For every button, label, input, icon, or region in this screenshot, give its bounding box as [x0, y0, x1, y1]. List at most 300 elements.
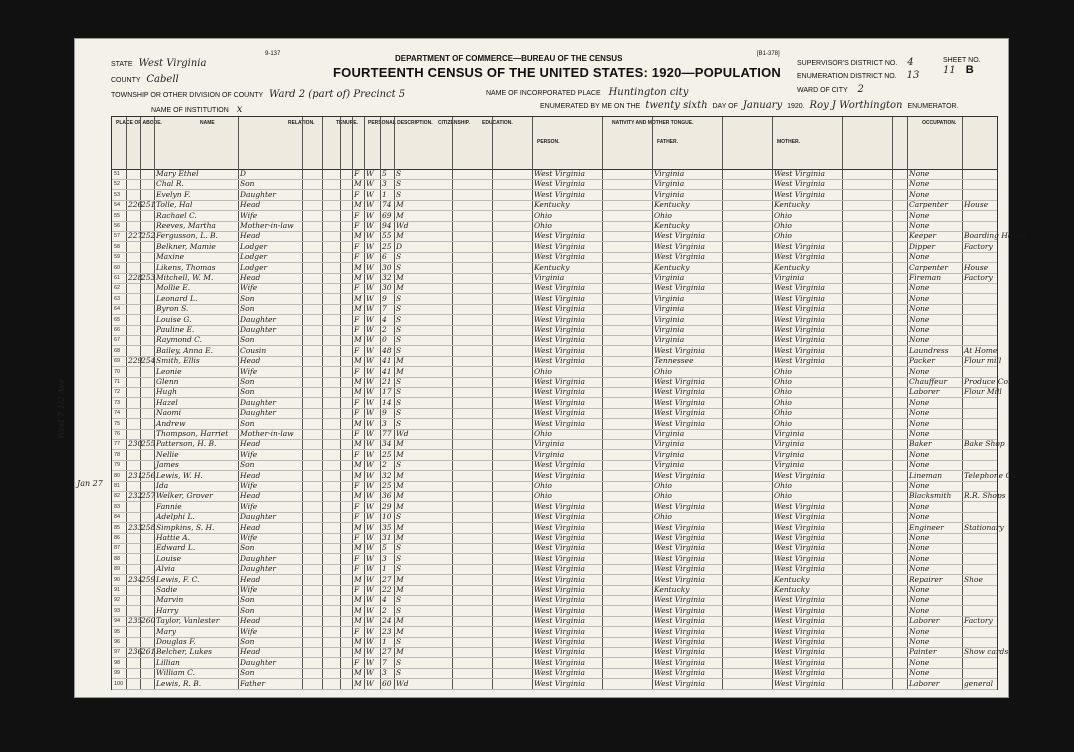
- birthplace: West Virginia: [534, 418, 585, 428]
- occupation: None: [909, 169, 930, 178]
- sex: F: [354, 397, 360, 407]
- industry: House: [964, 200, 989, 210]
- birthplace: West Virginia: [534, 637, 585, 646]
- sex: M: [354, 522, 362, 532]
- sex: M: [354, 543, 362, 553]
- county-label: COUNTY: [111, 77, 141, 84]
- occupation: Laborer: [909, 616, 940, 626]
- race: W: [366, 325, 374, 334]
- age: 6: [382, 252, 387, 262]
- family-number: 260: [141, 616, 156, 626]
- family-number: 256: [141, 470, 156, 480]
- marital-status: S: [396, 564, 402, 574]
- marital-status: M: [396, 439, 404, 449]
- enumerated-month-label: DAY OF: [712, 103, 738, 110]
- marital-status: Wd: [396, 429, 409, 438]
- mother-birthplace: Ohio: [774, 397, 792, 407]
- table-row: [112, 367, 997, 377]
- relation: Daughter: [240, 553, 276, 563]
- person-name: Lewis, F. C.: [156, 574, 200, 584]
- person-name: William C.: [156, 668, 195, 678]
- person-name: Edward L.: [156, 543, 196, 553]
- occupation: None: [909, 304, 930, 314]
- relation: Wife: [240, 481, 258, 490]
- table-row: [112, 481, 997, 491]
- age: 7: [382, 304, 387, 314]
- birthplace: West Virginia: [534, 585, 585, 594]
- occupation: None: [909, 585, 930, 594]
- occupation: None: [909, 501, 930, 511]
- occupation: Fireman: [909, 273, 942, 282]
- race: W: [366, 366, 374, 376]
- mother-birthplace: West Virginia: [774, 616, 825, 626]
- line-number: 51: [114, 171, 121, 177]
- table-row: [112, 627, 997, 637]
- line-number: 77: [114, 441, 121, 448]
- relation: Head: [240, 200, 261, 210]
- occupation: None: [909, 366, 930, 376]
- age: 3: [382, 418, 387, 428]
- race: W: [366, 231, 374, 241]
- age: 27: [382, 574, 392, 584]
- marital-status: M: [396, 481, 404, 490]
- race: W: [366, 210, 374, 220]
- occupation: Blacksmith: [909, 491, 952, 501]
- relation: Lodger: [240, 241, 268, 251]
- line-number: 63: [114, 295, 121, 302]
- line-number: 56: [114, 223, 121, 229]
- birthplace: West Virginia: [534, 179, 585, 189]
- age: 3: [382, 553, 387, 563]
- birthplace: West Virginia: [534, 387, 585, 397]
- mother-birthplace: West Virginia: [774, 512, 825, 522]
- mother-birthplace: Ohio: [774, 377, 792, 386]
- sex: M: [354, 273, 362, 282]
- township-label: TOWNSHIP OR OTHER DIVISION OF COUNTY: [111, 92, 264, 99]
- race: W: [366, 293, 374, 303]
- mother-birthplace: West Virginia: [774, 283, 825, 293]
- race: W: [366, 304, 374, 314]
- enumeration-date-field: [540, 100, 959, 111]
- form-code: [B1-378]: [757, 51, 780, 57]
- line-number: 69: [114, 358, 121, 365]
- relation: Wife: [240, 626, 258, 636]
- occupation: Carpenter: [909, 262, 948, 272]
- birthplace: West Virginia: [534, 553, 585, 563]
- relation: Head: [240, 231, 261, 241]
- marital-status: M: [396, 616, 404, 626]
- occupation: None: [909, 657, 930, 667]
- race: W: [366, 533, 374, 542]
- line-number: 76: [114, 431, 121, 437]
- supervisor-value: 4: [907, 57, 914, 68]
- person-name: Mollie E.: [156, 283, 191, 293]
- line-number: 84: [114, 514, 121, 521]
- supervisor-field: [797, 57, 914, 68]
- census-sheet: [57, 38, 1026, 698]
- person-name: Raymond C.: [156, 335, 203, 345]
- sex: F: [354, 325, 360, 334]
- person-name: Hugh: [156, 387, 178, 397]
- father-birthplace: West Virginia: [654, 533, 705, 542]
- relation: Head: [240, 522, 261, 532]
- birthplace: West Virginia: [534, 335, 585, 345]
- line-number: 75: [114, 420, 121, 427]
- occupation: None: [909, 626, 930, 636]
- sex: M: [354, 616, 362, 626]
- race: W: [366, 179, 374, 189]
- occupation: None: [909, 553, 930, 563]
- line-number: 70: [114, 368, 121, 375]
- person-name: Pauline E.: [156, 325, 195, 334]
- occupation: Lineman: [909, 470, 943, 480]
- industry: Stationary: [964, 522, 1004, 532]
- father-birthplace: Ohio: [654, 491, 672, 501]
- person-name: Leonie: [156, 366, 182, 376]
- relation: Head: [240, 647, 261, 657]
- industry: Factory: [964, 241, 993, 251]
- relation: Daughter: [240, 657, 276, 667]
- industry: R.R. Shops: [964, 491, 1006, 501]
- person-name: Lewis, W. H.: [156, 470, 203, 480]
- county-value: Cabell: [146, 74, 179, 85]
- line-number: 59: [114, 254, 121, 261]
- supervisor-label: SUPERVISOR'S DISTRICT NO.: [797, 60, 898, 67]
- race: W: [366, 449, 374, 459]
- occupation: None: [909, 293, 930, 303]
- dwelling-number: 232: [128, 491, 143, 501]
- sex: F: [354, 564, 360, 574]
- age: 69: [382, 210, 392, 220]
- mother-birthplace: West Virginia: [774, 668, 825, 678]
- occupation: None: [909, 210, 930, 220]
- age: 30: [382, 283, 392, 293]
- col-education: EDUCATION.: [482, 120, 513, 126]
- table-row: [112, 273, 997, 283]
- age: 21: [382, 377, 392, 386]
- occupation: None: [909, 543, 930, 553]
- sex: M: [354, 678, 362, 688]
- father-birthplace: West Virginia: [654, 616, 705, 626]
- occupation: Repairer: [909, 574, 943, 584]
- person-name: Lillian: [156, 657, 180, 667]
- relation: Daughter: [240, 408, 276, 418]
- occupation: None: [909, 595, 930, 605]
- family-number: 257: [141, 491, 156, 501]
- sex: M: [354, 647, 362, 657]
- race: W: [366, 169, 374, 178]
- race: W: [366, 241, 374, 251]
- col-relation: RELATION.: [288, 120, 315, 126]
- dwelling-number: 226: [128, 200, 143, 210]
- birthplace: West Virginia: [534, 408, 585, 418]
- race: W: [366, 491, 374, 501]
- father-birthplace: Virginia: [654, 189, 685, 199]
- birthplace: West Virginia: [534, 626, 585, 636]
- line-number: 55: [114, 212, 121, 219]
- occupation: Carpenter: [909, 200, 948, 210]
- table-row: [112, 502, 997, 512]
- sex: F: [354, 626, 360, 636]
- mother-birthplace: West Virginia: [774, 189, 825, 199]
- father-birthplace: West Virginia: [654, 241, 705, 251]
- occupation: None: [909, 418, 930, 428]
- table-row: [112, 315, 997, 325]
- marital-status: S: [396, 595, 402, 605]
- table-row: [112, 637, 997, 647]
- person-name: Adelphi L.: [156, 512, 195, 522]
- relation: Lodger: [240, 252, 268, 262]
- occupation: Baker: [909, 439, 932, 449]
- occupation: None: [909, 429, 930, 438]
- marital-status: S: [396, 418, 402, 428]
- institution-value: x: [236, 104, 243, 115]
- marital-status: S: [396, 314, 402, 324]
- birthplace: West Virginia: [534, 293, 585, 303]
- father-birthplace: Tennessee: [654, 356, 694, 366]
- birthplace: Kentucky: [534, 262, 570, 272]
- mother-birthplace: West Virginia: [774, 169, 825, 178]
- mother-birthplace: Ohio: [774, 387, 792, 397]
- birthplace: West Virginia: [534, 314, 585, 324]
- col-personal: PERSONAL DESCRIPTION.: [368, 120, 433, 126]
- marital-status: S: [396, 637, 402, 646]
- sex: F: [354, 501, 360, 511]
- marital-status: M: [396, 200, 404, 210]
- marital-status: S: [396, 460, 402, 470]
- sheet-side: B: [965, 64, 974, 76]
- sex: M: [354, 262, 362, 272]
- age: 3: [382, 668, 387, 678]
- age: 31: [382, 533, 392, 542]
- line-number: 57: [114, 233, 121, 240]
- father-birthplace: West Virginia: [654, 605, 705, 615]
- industry: Factory: [964, 273, 993, 282]
- father-birthplace: Virginia: [654, 169, 685, 178]
- mother-birthplace: West Virginia: [774, 179, 825, 189]
- table-row: [112, 283, 997, 293]
- person-name: Byron S.: [156, 304, 189, 314]
- marital-status: S: [396, 169, 402, 178]
- table-row: [112, 169, 997, 179]
- birthplace: Ohio: [534, 491, 552, 501]
- relation: Son: [240, 293, 255, 303]
- industry: Bake Shop: [964, 439, 1005, 449]
- age: 2: [382, 460, 387, 470]
- marital-status: M: [396, 210, 404, 220]
- relation: Son: [240, 387, 255, 397]
- race: W: [366, 356, 374, 366]
- birthplace: West Virginia: [534, 574, 585, 584]
- ward-value: 2: [857, 84, 864, 95]
- industry: Factory: [964, 616, 993, 626]
- father-birthplace: West Virginia: [654, 595, 705, 605]
- person-name: Glenn: [156, 377, 179, 386]
- industry: Shoe: [964, 574, 983, 584]
- relation: Son: [240, 668, 255, 678]
- age: 74: [382, 200, 392, 210]
- father-birthplace: West Virginia: [654, 345, 705, 355]
- person-name: Nellie: [156, 449, 179, 459]
- person-name: Belcher, Lukes: [156, 647, 212, 657]
- father-birthplace: West Virginia: [654, 637, 705, 646]
- birthplace: West Virginia: [534, 512, 585, 522]
- relation: Head: [240, 616, 261, 626]
- marital-status: S: [396, 252, 402, 262]
- sex: F: [354, 241, 360, 251]
- relation: Head: [240, 273, 261, 282]
- occupation: None: [909, 564, 930, 574]
- sex: M: [354, 179, 362, 189]
- age: 41: [382, 356, 392, 366]
- line-number: 68: [114, 347, 121, 354]
- family-number: 255: [141, 439, 156, 449]
- birthplace: Virginia: [534, 273, 565, 282]
- age: 4: [382, 314, 387, 324]
- person-name: Hattie A.: [156, 533, 191, 542]
- father-birthplace: Virginia: [654, 293, 685, 303]
- race: W: [366, 189, 374, 199]
- mother-birthplace: West Virginia: [774, 605, 825, 615]
- table-row: [112, 647, 1009, 657]
- dwelling-number: 227: [128, 231, 143, 241]
- occupation: None: [909, 179, 930, 189]
- relation: Wife: [240, 501, 258, 511]
- mother-birthplace: West Virginia: [774, 304, 825, 314]
- occupation: Laundress: [909, 345, 949, 355]
- line-number: 64: [114, 306, 121, 313]
- state-field: [111, 58, 206, 69]
- state-value: West Virginia: [138, 58, 207, 69]
- table-row: [112, 294, 997, 304]
- line-number: 79: [114, 462, 121, 469]
- table-row: [112, 179, 997, 189]
- mother-birthplace: Kentucky: [774, 574, 810, 584]
- industry: Show cards: [964, 647, 1009, 657]
- father-birthplace: West Virginia: [654, 387, 705, 397]
- age: 25: [382, 449, 392, 459]
- mother-birthplace: Ohio: [774, 418, 792, 428]
- race: W: [366, 481, 374, 490]
- person-name: Smith, Ellis: [156, 356, 200, 366]
- race: W: [366, 283, 374, 293]
- line-number: 83: [114, 503, 121, 510]
- incorporated-place-field: [486, 87, 688, 98]
- sex: F: [354, 252, 360, 262]
- family-number: 261: [141, 647, 156, 657]
- race: W: [366, 657, 374, 667]
- age: 35: [382, 522, 392, 532]
- father-birthplace: West Virginia: [654, 543, 705, 553]
- person-name: Andrew: [156, 418, 186, 428]
- sex: M: [354, 668, 362, 678]
- father-birthplace: Virginia: [654, 429, 685, 438]
- dwelling-number: 231: [128, 470, 143, 480]
- age: 25: [382, 481, 392, 490]
- race: W: [366, 273, 374, 282]
- line-number: 66: [114, 327, 121, 333]
- age: 24: [382, 616, 392, 626]
- sheet-label: SHEET NO.: [943, 57, 981, 64]
- relation: D: [240, 169, 247, 178]
- person-name: Rachael C.: [156, 210, 197, 220]
- age: 30: [382, 262, 392, 272]
- relation: Son: [240, 377, 255, 386]
- sex: F: [354, 533, 360, 542]
- dwelling-number: 234: [128, 574, 143, 584]
- person-name: Bailey, Anna E.: [156, 345, 214, 355]
- mother-birthplace: Virginia: [774, 273, 805, 282]
- line-number: 71: [114, 379, 121, 385]
- table-row: [112, 356, 1002, 366]
- sex: M: [354, 637, 362, 646]
- occupation: Keeper: [909, 231, 937, 241]
- marital-status: S: [396, 543, 402, 553]
- age: 3: [382, 179, 387, 189]
- occupation: None: [909, 460, 930, 470]
- age: 0: [382, 335, 387, 345]
- marital-status: M: [396, 626, 404, 636]
- sex: F: [354, 366, 360, 376]
- mother-birthplace: West Virginia: [774, 335, 825, 345]
- col-name: NAME: [200, 120, 215, 126]
- table-row: [112, 450, 997, 460]
- table-row: [112, 554, 997, 564]
- mother-birthplace: Ohio: [774, 210, 792, 220]
- age: 9: [382, 293, 387, 303]
- subcol-mother: MOTHER.: [777, 139, 801, 145]
- race: W: [366, 678, 374, 688]
- marital-status: S: [396, 553, 402, 563]
- age: 94: [382, 221, 392, 230]
- family-number: 259: [141, 574, 156, 584]
- birthplace: Kentucky: [534, 200, 570, 210]
- father-birthplace: West Virginia: [654, 553, 705, 563]
- father-birthplace: West Virginia: [654, 470, 705, 480]
- age: 10: [382, 512, 392, 522]
- occupation: Dipper: [909, 241, 936, 251]
- sex: M: [354, 335, 362, 345]
- margin-street-note: West 7 1/2 Ave: [57, 379, 66, 439]
- marital-status: M: [396, 533, 404, 542]
- marital-status: M: [396, 449, 404, 459]
- occupation: Packer: [909, 356, 935, 366]
- mother-birthplace: West Virginia: [774, 678, 825, 688]
- age: 1: [382, 637, 387, 646]
- birthplace: West Virginia: [534, 678, 585, 688]
- census-table: [111, 116, 1026, 690]
- marital-status: S: [396, 262, 402, 272]
- race: W: [366, 626, 374, 636]
- marital-status: S: [396, 387, 402, 397]
- father-birthplace: Virginia: [654, 273, 685, 282]
- col-tenure: TENURE.: [336, 120, 358, 126]
- relation: Head: [240, 356, 261, 366]
- father-birthplace: Virginia: [654, 179, 685, 189]
- birthplace: Ohio: [534, 481, 552, 490]
- occupation: Laborer: [909, 678, 940, 688]
- marital-status: Wd: [396, 221, 409, 230]
- enumerated-day: twenty sixth: [645, 100, 708, 111]
- person-name: Tolle, Hal: [156, 200, 193, 210]
- age: 77: [382, 429, 392, 438]
- sex: F: [354, 657, 360, 667]
- birthplace: West Virginia: [534, 397, 585, 407]
- sex: F: [354, 481, 360, 490]
- marital-status: M: [396, 231, 404, 241]
- age: 2: [382, 325, 387, 334]
- race: W: [366, 512, 374, 522]
